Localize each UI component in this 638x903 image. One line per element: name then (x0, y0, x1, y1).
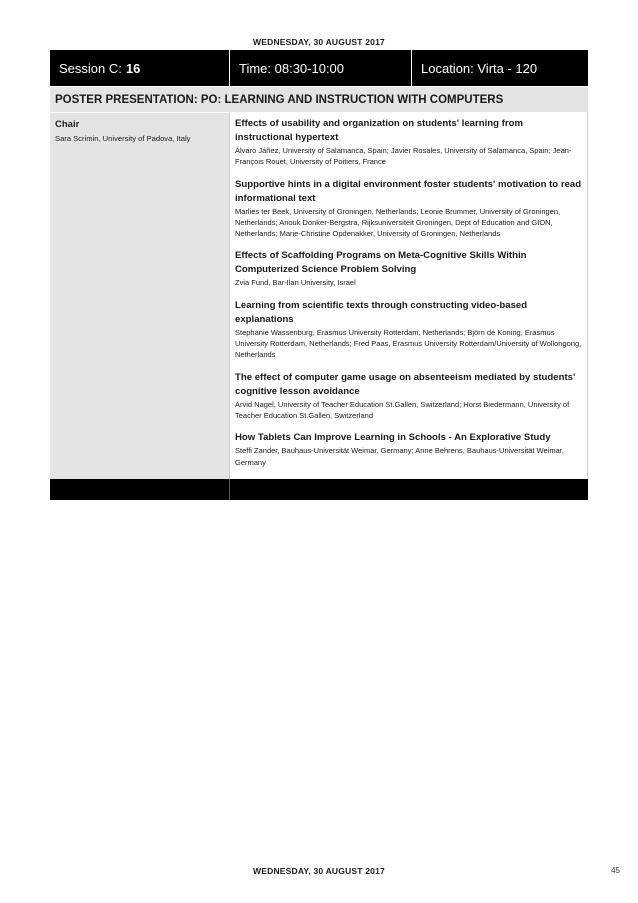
session-number: 16 (125, 60, 141, 76)
paper-title: Supportive hints in a digital environment foster students' motivation to read informational text (235, 178, 582, 204)
paper-title: The effect of computer game usage on absenteeism mediated by students' cognitive lesson avoidance (235, 371, 576, 397)
paper-item (235, 249, 583, 288)
paper-item (235, 371, 583, 422)
paper-title: Effects of usability and organization on students' learning from instructional hypertext (235, 118, 523, 143)
paper-authors: Stephanie Wassenburg, Erasmus University Rotterdam, Netherlands; Björn de Koning, Erasmus University Rotterdam, Netherlands; Fred Paas, Erasmus University Rotterdam/University of Wollongong, Netherlands (235, 327, 582, 360)
session-title: POSTER PRESENTATION: PO: LEARNING AND INSTRUCTION WITH COMPUTERS (50, 86, 588, 112)
session-cell (50, 50, 229, 86)
session-info-bar (50, 50, 588, 86)
footer-date: WEDNESDAY, 30 AUGUST 2017 (253, 866, 385, 876)
paper-authors: Zvia Fund, Bar-Ilan University, Israel (235, 278, 356, 288)
paper-title: Effects of Scaffolding Programs on Meta-Cognitive Skills Within Computerized Science Problem Solving (235, 250, 527, 276)
paper-authors: Steffi Zander, Bauhaus-Universität Weimar, Germany; Anne Behrens, Bauhaus-Universität Weimar, Germany (235, 446, 564, 467)
footer-bar-right (229, 479, 588, 500)
footer-bar-left (50, 479, 229, 500)
papers-column (229, 112, 588, 479)
table-footer-bar (50, 479, 588, 500)
time-cell: Time: 08:30-10:00 (229, 50, 411, 86)
paper-authors: Arvid Nagel, University of Teacher Education St.Gallen, Switzerland; Horst Biedermann, University of Teacher Education St.Gallen, Switzerland (235, 399, 570, 420)
header-date: WEDNESDAY, 30 AUGUST 2017 (253, 37, 385, 47)
chair-column (50, 112, 229, 479)
paper-item (235, 299, 583, 361)
chair-heading: Chair (55, 119, 80, 130)
paper-item (235, 178, 583, 240)
paper-title: Learning from scientific texts through constructing video-based explanations (235, 299, 528, 325)
paper-item (235, 117, 583, 168)
location-cell: Location: Virta - 120 (411, 50, 588, 86)
paper-authors: Álvaro Jáñez, University of Salamanca, Spain; Javier Rosales, University of Salamanca, Spain; Jean-François Rouet, University of Poitiers, France (235, 146, 572, 167)
chair-name: Sara Scrimin, University of Padova, Italy (55, 134, 191, 143)
session-label: Session C: (59, 60, 122, 76)
paper-title: How Tablets Can Improve Learning in Schools - An Explorative Study (235, 432, 551, 444)
paper-authors: Marlies ter Beek, University of Groningen, Netherlands; Leonie Brummer, University of Groningen, Netherlands; Anouk Donker-Bergstra, Rijksuniversiteit Groningen, Dept of Education and GION, Netherlands; Marie-Christine Opdenakker, University of Groningen, Netherlands (235, 206, 561, 239)
paper-item (235, 431, 583, 468)
page-number: 45 (611, 866, 620, 875)
